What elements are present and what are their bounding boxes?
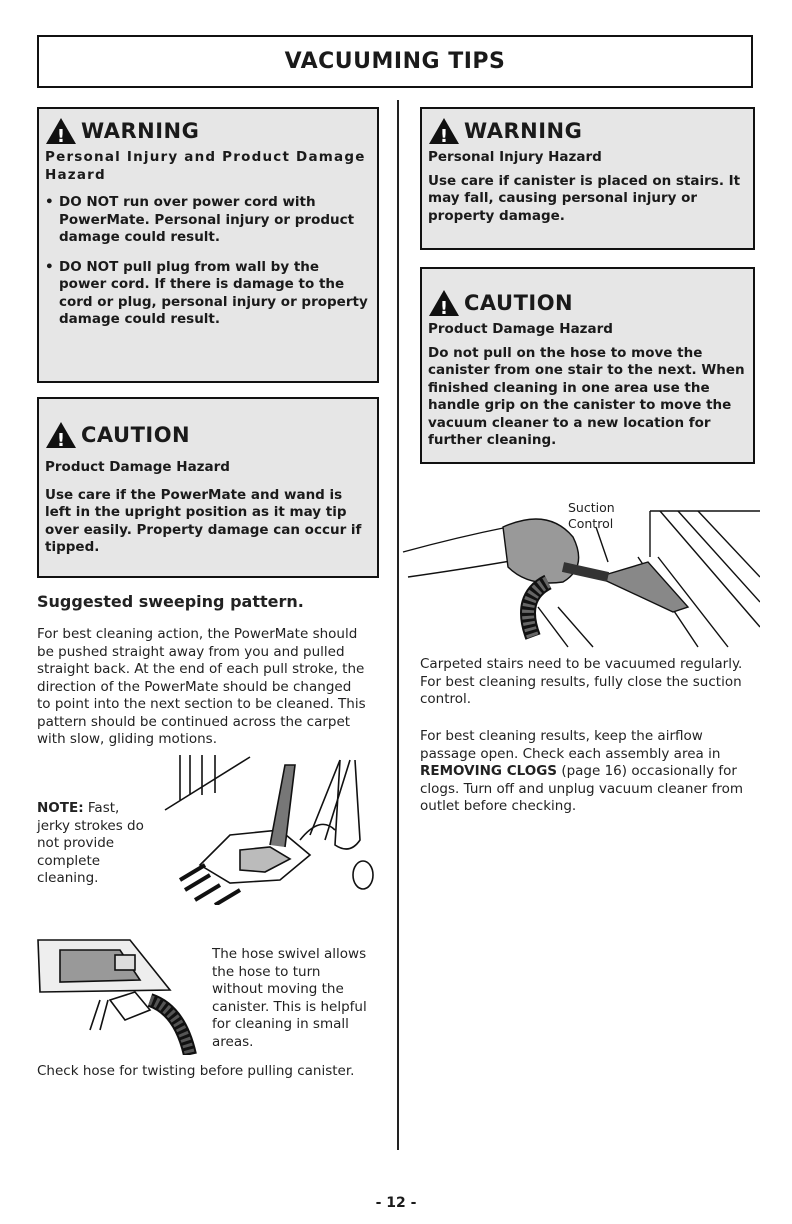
left-warning-box bbox=[37, 107, 379, 383]
warning-bullet: • DO NOT pull plug from wall by the power cord. If there is damage to the cord or plug, personal injury or property damage could result. bbox=[45, 258, 368, 328]
right-caution-box bbox=[420, 267, 755, 464]
page-number: - 12 - bbox=[375, 1195, 417, 1211]
stairs-text: Carpeted stairs need to be vacuumed regularly. For best cleaning results, fully close the suction control. bbox=[420, 656, 743, 708]
caution-triangle-icon bbox=[428, 289, 460, 317]
warning-triangle-icon bbox=[45, 117, 77, 145]
warning-subtitle: Personal Injury Hazard bbox=[428, 149, 602, 165]
warning-subtitle: Personal Injury and Product Damage Hazard bbox=[45, 149, 366, 183]
svg-text:!: ! bbox=[439, 298, 449, 317]
svg-text:!: ! bbox=[439, 126, 449, 145]
hose-swivel-illustration bbox=[30, 930, 205, 1055]
left-caution-box bbox=[37, 397, 379, 578]
page-title: VACUUMING TIPS bbox=[284, 49, 506, 74]
sweep-heading: Suggested sweeping pattern. bbox=[37, 592, 304, 611]
warning-triangle-icon bbox=[428, 117, 460, 145]
note-text: NOTE: Fast, jerky strokes do not provide complete cleaning. bbox=[37, 800, 144, 887]
svg-text:!: ! bbox=[56, 430, 66, 449]
warning-title: WARNING bbox=[464, 119, 583, 143]
caution-title: CAUTION bbox=[81, 423, 191, 447]
caution-subtitle: Product Damage Hazard bbox=[45, 459, 230, 475]
warning-bullet: • DO NOT run over power cord with PowerMate. Personal injury or product damage could result. bbox=[45, 194, 355, 246]
warning-title: WARNING bbox=[81, 119, 200, 143]
airflow-text: For best cleaning results, keep the airflow passage open. Check each assembly area in REMOVING CLOGS (page 16) occasionally for clogs. Turn off and unplug vacuum cleaner from outlet before checking. bbox=[420, 728, 744, 815]
caution-body: Use care if the PowerMate and wand is left in the upright position as it may tip over easily. Property damage can occur if tipped. bbox=[45, 486, 362, 556]
sweep-text: For best cleaning action, the PowerMate should be pushed straight away from you and pulled straight back. At the end of each pull stroke, the direction of the PowerMate should be changed to point into the next section to be cleaned. This pattern should be continued across the carpet with slow, gliding motions. bbox=[37, 626, 366, 748]
caution-triangle-icon bbox=[45, 421, 77, 449]
warning-body: Use care if canister is placed on stairs. It may fall, causing personal injury or property damage. bbox=[428, 172, 741, 224]
caution-body: Do not pull on the hose to move the canister from one stair to the next. When finished cleaning in one area use the handle grip on the canister to move the vacuum cleaner to a new location for further cleaning. bbox=[428, 344, 745, 449]
right-warning-box bbox=[420, 107, 755, 250]
suction-label-1: Suction bbox=[568, 500, 615, 515]
check-hose-text: Check hose for twisting before pulling canister. bbox=[37, 1063, 355, 1079]
page-title-box bbox=[37, 35, 753, 88]
swivel-text: The hose swivel allows the hose to turn without moving the canister. This is helpful for cleaning in small areas. bbox=[212, 946, 367, 1050]
caution-title: CAUTION bbox=[464, 291, 574, 315]
svg-text:!: ! bbox=[56, 126, 66, 145]
powermate-illustration bbox=[160, 755, 375, 905]
caution-subtitle: Product Damage Hazard bbox=[428, 321, 613, 337]
suction-label-2: Control bbox=[568, 516, 614, 531]
